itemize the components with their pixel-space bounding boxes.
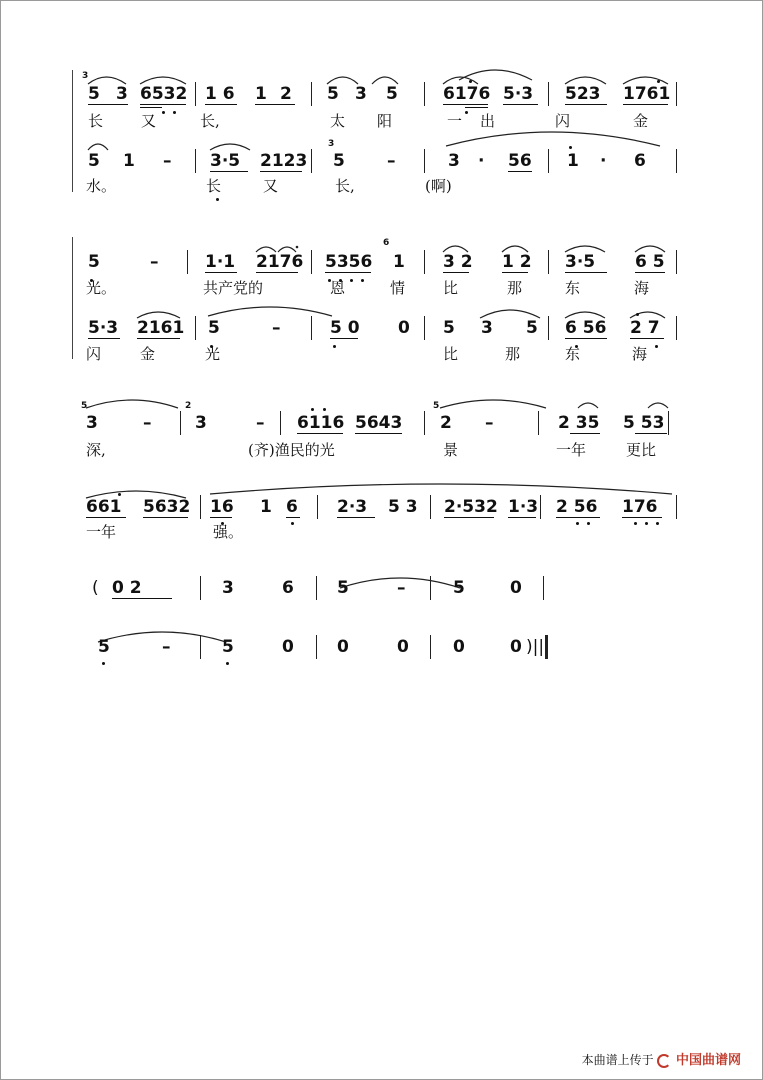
slur [88, 144, 108, 150]
lyric: 更比 [626, 441, 657, 459]
slur [208, 307, 332, 316]
note: 1·3 [508, 497, 539, 517]
note: 5 [98, 637, 110, 657]
slur [140, 77, 186, 84]
note: – [150, 252, 159, 272]
note: 5 [222, 637, 234, 657]
note: 2 56 [556, 497, 598, 517]
note: 0 [398, 318, 410, 338]
note: 5 [208, 318, 220, 338]
note: 2161 [137, 318, 185, 338]
lyric: 长, [200, 112, 220, 130]
note: 6 56 [565, 318, 607, 338]
note: 176 [622, 497, 658, 517]
lyric: 又 [141, 112, 157, 130]
slur [440, 400, 546, 408]
note: 1 [255, 84, 267, 104]
slur [480, 310, 540, 318]
grace-note: 5 [81, 401, 88, 411]
lyric: (齐)渔民的光 [248, 441, 335, 459]
note: 5643 [355, 413, 403, 433]
lyric: 一年 [86, 523, 117, 541]
note: 1 6 [205, 84, 235, 104]
lyric: 比 [443, 345, 459, 363]
note: 2·3 [337, 497, 368, 517]
lyric: 光。 [86, 279, 117, 297]
note: 1 [393, 252, 405, 272]
slur [86, 400, 178, 408]
note: 1·1 [205, 252, 236, 272]
note: 5 53 [623, 413, 665, 433]
footer-prefix: 本曲谱上传于 [581, 1053, 654, 1067]
note: 6 [286, 497, 298, 517]
slur [88, 77, 126, 84]
note: 6 [634, 151, 646, 171]
slur [565, 77, 606, 84]
note: 5 [327, 84, 339, 104]
note: 0 [510, 578, 522, 598]
note: 6 [282, 578, 294, 598]
lyric: 长, [335, 177, 355, 195]
note: 5 [443, 318, 455, 338]
note: 1 [123, 151, 135, 171]
grace-note: 2 [185, 401, 192, 411]
lyric: 出 [480, 112, 496, 130]
note: 5 [88, 252, 100, 272]
note: – [387, 151, 396, 171]
lyric: 闪 [86, 345, 102, 363]
lyric: 那 [507, 279, 523, 297]
note: 0 [510, 637, 522, 657]
note: ( [92, 578, 99, 598]
lyric: 强。 [213, 523, 244, 541]
note: – [163, 151, 172, 171]
note: 5 [453, 578, 465, 598]
lyric: 又 [263, 177, 279, 195]
note: 2 7 [630, 318, 660, 338]
note: 5632 [143, 497, 191, 517]
note: – [272, 318, 281, 338]
note: 2·532 [444, 497, 498, 517]
slur [578, 403, 598, 408]
grace-note: 5 [433, 401, 440, 411]
footer-credit [582, 1049, 741, 1068]
note: 2 35 [558, 413, 600, 433]
lyric: 闪 [555, 112, 571, 130]
note: 3 [195, 413, 207, 433]
note: 16 [210, 497, 234, 517]
note: 5 [88, 84, 100, 104]
grace-note: 3 [82, 71, 89, 81]
note: 1 [567, 151, 579, 171]
note: 3·5 [210, 151, 241, 171]
note: 5 [333, 151, 345, 171]
note: 3 [355, 84, 367, 104]
lyric: 情 [390, 279, 406, 297]
note: 5 [337, 578, 349, 598]
lyric: 一 [447, 112, 463, 130]
note: 2176 [256, 252, 304, 272]
note: 1761 [623, 84, 671, 104]
note: 3 [222, 578, 234, 598]
note: 3·5 [565, 252, 596, 272]
lyric: 海 [632, 345, 648, 363]
lyric: 东 [565, 279, 581, 297]
lyric: 恩 [330, 279, 346, 297]
note: 6 5 [635, 252, 665, 272]
lyric: 那 [505, 345, 521, 363]
note: – [143, 413, 152, 433]
note: 523 [565, 84, 601, 104]
note: 3 [116, 84, 128, 104]
note: 2 [440, 413, 452, 433]
lyric: 金 [633, 112, 649, 130]
note: · [478, 151, 485, 171]
note: 3 2 [443, 252, 473, 272]
note: 2 [280, 84, 292, 104]
lyric: (啊) [425, 177, 452, 195]
note: 5356 [325, 252, 373, 272]
note: 0 [397, 637, 409, 657]
grace-note: 6 [383, 238, 390, 248]
note: 2123 [260, 151, 308, 171]
lyric: 景 [443, 441, 459, 459]
note: 0 2 [112, 578, 142, 598]
lyric: 太 [330, 112, 346, 130]
note: – [162, 637, 171, 657]
slur [210, 484, 672, 494]
note: 56 [508, 151, 532, 171]
slur [210, 144, 250, 150]
slur [446, 132, 660, 146]
slur [372, 77, 398, 84]
lyric: 比 [443, 279, 459, 297]
note: 6176 [443, 84, 491, 104]
lyric: 共产党的 [203, 279, 264, 297]
note: 1 2 [502, 252, 532, 272]
system-brace [72, 70, 73, 192]
note: 5 3 [388, 497, 418, 517]
note: 1 [260, 497, 272, 517]
site-logo[interactable] [657, 1053, 741, 1068]
system-brace [72, 237, 73, 359]
lyric: 东 [565, 345, 581, 363]
note: 3 [481, 318, 493, 338]
lyric: 深, [86, 441, 106, 459]
grace-note: 3 [328, 139, 335, 149]
footer-brand: 中国曲谱网 [675, 1053, 741, 1068]
note: 661 [86, 497, 122, 517]
lyric: 海 [634, 279, 650, 297]
lyric: 阳 [377, 112, 393, 130]
slur [623, 77, 668, 84]
note: 5 [88, 151, 100, 171]
logo-icon [657, 1054, 671, 1068]
note: 0 [337, 637, 349, 657]
note: 5 [386, 84, 398, 104]
note: 3 [86, 413, 98, 433]
note: 3 [448, 151, 460, 171]
note: 0 [282, 637, 294, 657]
lyric: 水。 [86, 177, 117, 195]
note: – [397, 578, 406, 598]
note: 5·3 [503, 84, 534, 104]
lyric: 金 [140, 345, 156, 363]
lyric: 光 [205, 345, 221, 363]
note: · [600, 151, 607, 171]
lyric: 一年 [556, 441, 587, 459]
note: 0 [453, 637, 465, 657]
note: – [256, 413, 265, 433]
note: – [485, 413, 494, 433]
note: 5·3 [88, 318, 119, 338]
note: 5 [526, 318, 538, 338]
slur [443, 77, 478, 84]
slur [327, 77, 358, 84]
lyric: 长 [88, 112, 104, 130]
note: 6532 [140, 84, 188, 104]
note: 6116 [297, 413, 345, 433]
note: 5 0 [330, 318, 360, 338]
slur [648, 403, 668, 408]
end-repeat: )|| [526, 637, 545, 657]
lyric: 长 [206, 177, 222, 195]
